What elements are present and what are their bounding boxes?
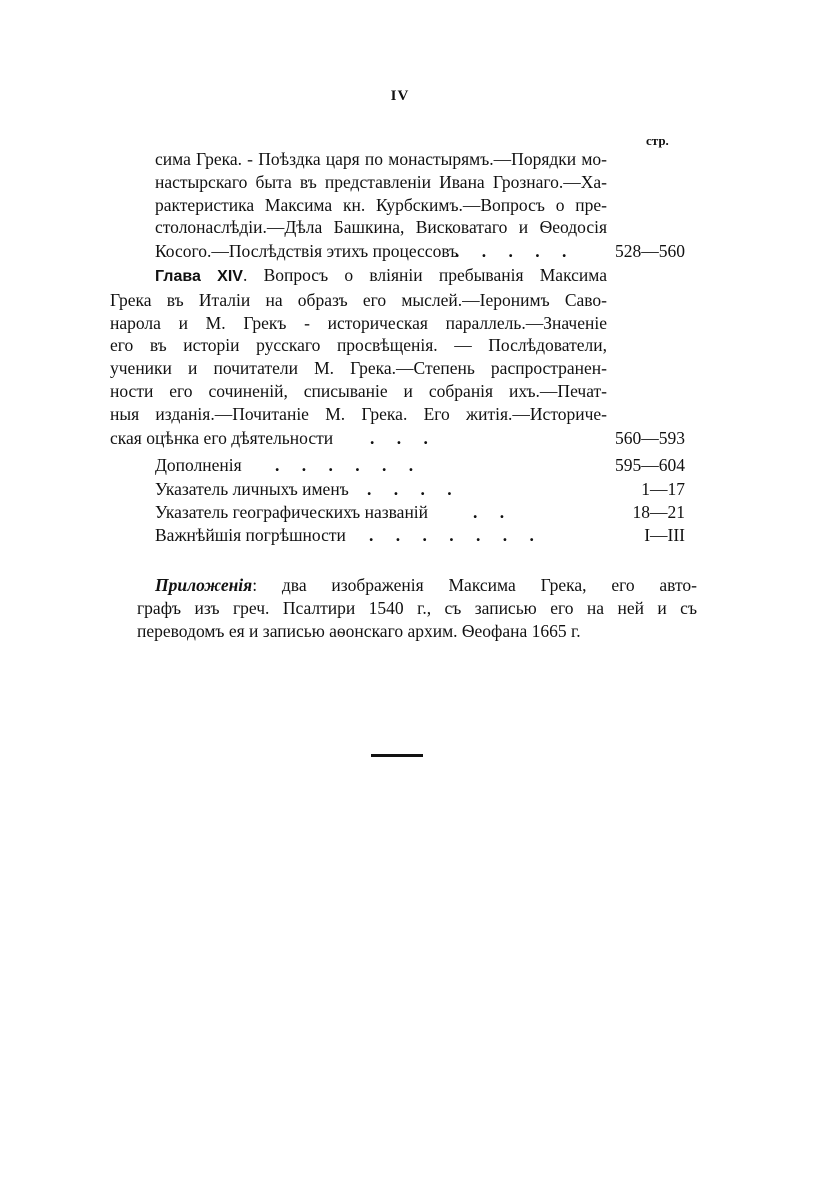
summary-line: ученики и почитатели М. Грека.—Степень распространен- (110, 358, 607, 379)
chapter-14-last-line: ская оцѣнка его дѣятельности (110, 428, 334, 448)
summary-line: сима Грека. - Поѣздка царя по монастырямъ.—Порядки мо- (155, 149, 607, 169)
toc-entry-label: Дополненія (155, 455, 242, 475)
toc-row-additions (155, 454, 685, 477)
end-rule (371, 754, 423, 757)
chapter-14-summary (110, 264, 607, 426)
chapter-14-label: Глава XIV (155, 268, 243, 285)
leader-dots: . . . . . . (275, 455, 423, 475)
leader-dots: . . . . . (455, 241, 576, 261)
summary-last-line: Косого.—Послѣдствія этихъ процессовъ (155, 241, 459, 261)
continued-chapter-summary (155, 148, 607, 239)
leader-dots: . . . . (367, 479, 461, 499)
toc-row-index-names (155, 478, 685, 501)
page-range: 560—593 (615, 428, 685, 448)
page-range: 18—21 (632, 502, 685, 522)
appendix-label: Приложенія (155, 575, 253, 595)
toc-entry-label: Важнѣйшія погрѣшности (155, 525, 346, 545)
appendix-line: графъ изъ греч. Псалтири 1540 г., съ записью его на ней и съ (137, 598, 697, 618)
page-range: 528—560 (615, 241, 685, 261)
page-number: IV (390, 88, 410, 104)
leader-dots: . . . (370, 428, 437, 448)
toc-row-errata (155, 524, 685, 547)
summary-line: нарола и М. Грекъ - историческая параллель.—Значеніе (110, 312, 607, 333)
toc-row-continued-chapter (155, 240, 685, 263)
summary-line: ныя изданія.—Почитаніе М. Грека. Его житія.—Историче- (110, 403, 607, 424)
appendix-line: переводомъ ея и записью аѳонскаго архим. Ѳеофана 1665 г. (137, 621, 581, 641)
appendix-first-line (137, 574, 697, 597)
summary-line: ности его сочиненій, списываніе и собранія ихъ.—Печат- (110, 380, 607, 401)
toc-row-index-places (155, 501, 685, 524)
appendix-first-line-text: : два изображенія Максима Грека, его авто- (252, 575, 697, 595)
summary-line: Грека въ Италіи на образъ его мыслей.—Іеронимъ Саво- (110, 289, 607, 310)
toc-row-chapter-14 (110, 427, 685, 450)
page-range: 595—604 (615, 455, 685, 475)
summary-line: столонаслѣдіи.—Дѣла Башкина, Висковатаго и Ѳеодосія (155, 217, 607, 238)
page-range: I—III (644, 525, 685, 545)
pages-column-header: стр. (646, 133, 669, 148)
summary-line: его въ исторіи русскаго просвѣщенія. — Послѣдователи, (110, 335, 607, 356)
chapter-14-first-line-text: . Вопросъ о вліяніи пребыванія Максима (242, 265, 607, 285)
toc-entry-label: Указатель личныхъ именъ (155, 479, 349, 499)
toc-entry-label: Указатель географическихъ названій (155, 502, 429, 522)
leader-dots: . . (473, 502, 514, 522)
chapter-14-first-line (155, 264, 607, 289)
summary-line: настырскаго быта въ представленіи Ивана Грознаго.—Ха- (155, 171, 607, 192)
page-range: 1—17 (641, 479, 685, 499)
appendix-note (137, 574, 697, 643)
leader-dots: . . . . . . . (369, 525, 543, 545)
summary-line: рактеристика Максима кн. Курбскимъ.—Вопросъ о пре- (155, 194, 607, 215)
